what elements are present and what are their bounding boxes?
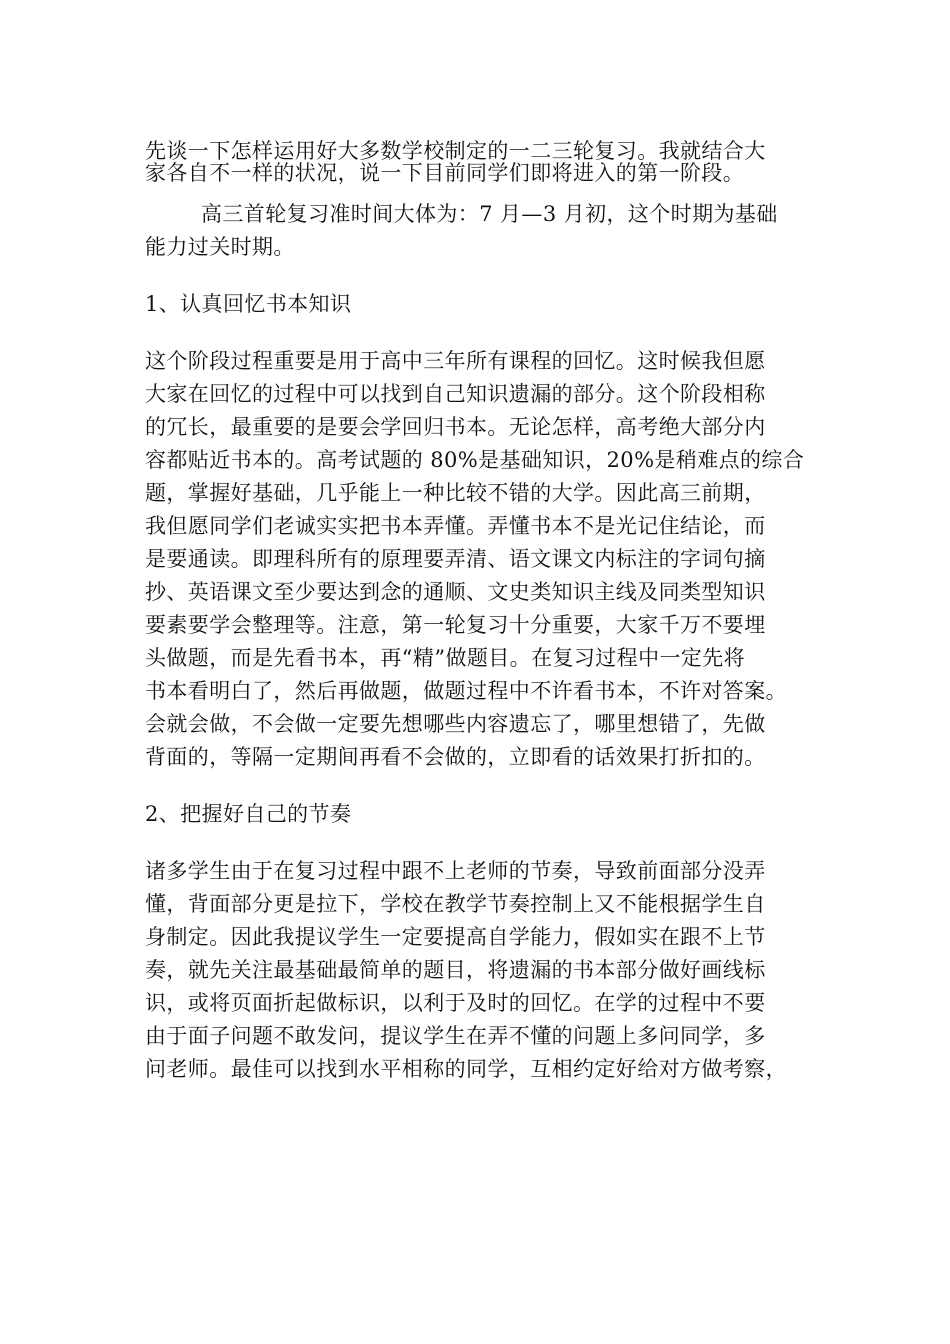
text-line: 书本看明白了，然后再做题，做题过程中不许看书本，不许对答案。 (145, 679, 787, 703)
text-line: 这个阶段过程重要是用于高中三年所有课程的回忆。这时候我但愿 (145, 349, 766, 373)
text-line: 大家在回忆的过程中可以找到自己知识遗漏的部分。这个阶段相称 (145, 382, 766, 406)
intro-paragraph (145, 140, 810, 184)
text-line: 懂，背面部分更是拉下，学校在教学节奏控制上又不能根据学生自 (145, 892, 766, 916)
text-line: 要素要学会整理等。注意，第一轮复习十分重要，大家千万不要埋 (145, 613, 766, 637)
text-line: 抄、英语课文至少要达到念的通顺、文史类知识主线及同类型知识 (145, 580, 766, 604)
text-line: 是要通读。即理科所有的原理要弄清、语文课文内标注的字词句摘 (145, 547, 766, 571)
text-line: 容都贴近书本的。高考试题的 80%是基础知识，20%是稍难点的综合 (145, 448, 805, 472)
section-2-body (145, 855, 810, 1086)
section-2-heading: 2、把握好自己的节奏 (145, 802, 352, 826)
text-line: 能力过关时期。 (145, 235, 295, 259)
text-line: 先谈一下怎样运用好大多数学校制定的一二三轮复习。我就结合大 (145, 139, 766, 163)
text-line: 背面的，等隔一定期间再看不会做的，立即看的话效果打折扣的。 (145, 745, 766, 769)
text-line: 身制定。因此我提议学生一定要提高自学能力，假如实在跟不上节 (145, 925, 766, 949)
text-line: 识，或将页面折起做标识，以利于及时的回忆。在学的过程中不要 (145, 991, 766, 1015)
text-line: 头做题，而是先看书本，再“精”做题目。在复习过程中一定先将 (145, 646, 746, 670)
text-line: 问老师。最佳可以找到水平相称的同学，互相约定好给对方做考察， (145, 1057, 787, 1081)
text-line: 奏，就先关注最基础最简单的题目，将遗漏的书本部分做好画线标 (145, 958, 766, 982)
period-paragraph (145, 198, 810, 264)
text-line: 的冗长，最重要的是要会学回归书本。无论怎样，高考绝大部分内 (145, 415, 766, 439)
section-1-heading: 1、认真回忆书本知识 (145, 292, 352, 316)
section-1-body (145, 345, 810, 774)
text-line: 家各自不一样的状况，说一下目前同学们即将进入的第一阶段。 (145, 161, 745, 185)
text-line: 诸多学生由于在复习过程中跟不上老师的节奏，导致前面部分没弄 (145, 859, 766, 883)
text-line: 会就会做，不会做一定要先想哪些内容遗忘了，哪里想错了，先做 (145, 712, 766, 736)
text-line: 高三首轮复习准时间大体为：7 月—3 月初，这个时期为基础 (201, 202, 778, 226)
text-line: 由于面子问题不敢发问，提议学生在弄不懂的问题上多问同学，多 (145, 1024, 766, 1048)
document-page (145, 140, 810, 1086)
text-line: 我但愿同学们老诚实实把书本弄懂。弄懂书本不是光记住结论，而 (145, 514, 766, 538)
text-line: 题，掌握好基础，几乎能上一种比较不错的大学。因此高三前期， (145, 481, 766, 505)
